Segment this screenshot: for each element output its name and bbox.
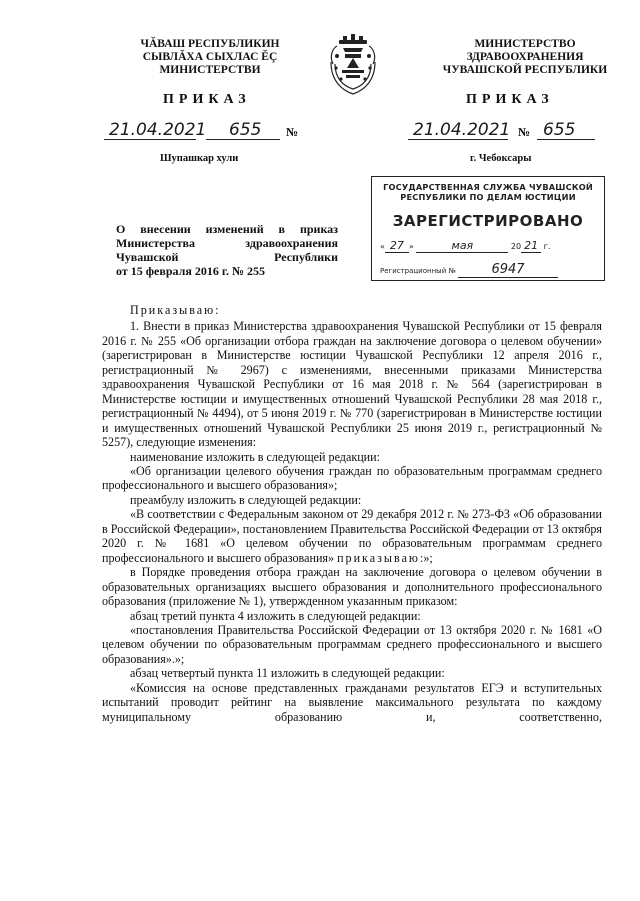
body-paragraph: «Об организации целевого обучения граждан по образовательным программам среднего профессионального и высшего образования»; <box>102 463 602 493</box>
right-date-underline <box>408 139 508 140</box>
left-city: Шупашкар хули <box>160 153 239 164</box>
right-order-date: 21.04.2021 <box>413 120 511 140</box>
right-ministry-name <box>440 38 610 77</box>
body-paragraph: 1. Внести в приказ Министерства здравоохранения Чувашской Республики от 15 февраля 2016 г. № 255 «Об организации отбора граждан на заключение договора о целевом обучении» (зарегистрирован в Министерстве юстиции Чувашской Республики 12 апреля 2016 г., регистрационный № 2967) с изменениями, внесенными приказами Министерства здравоохранения Чувашской Республики от 16 мая 2018 г. № 564 (зарегистрирован в Министерстве юстиции и имущественных отношений Чувашской Республики 28 мая 2018 г., регистрационный № 4494), от 5 июня 2019 г. № 770 (зарегистрирован в Министерстве юстиции и имущественных отношений Чувашской Республики 25 июня 2019 г., регистрационный № 5257), следующие изменения: <box>102 319 602 450</box>
body-paragraph: наименование изложить в следующей редакции: <box>130 449 380 464</box>
stamp-registered: ЗАРЕГИСТРИРОВАНО <box>392 212 584 230</box>
body-paragraph <box>102 507 602 565</box>
stamp-reg-label: Регистрационный № <box>380 267 456 275</box>
left-ministry-line: СЫВЛĂХА СЫХЛАС ĔÇ <box>142 51 278 63</box>
right-number-sign: № <box>518 125 531 139</box>
subject-line: Министерства здравоохранения <box>116 236 338 250</box>
body-paragraph: «постановления Правительства Российской Федерации от 13 октября 2020 г. № 1681 «О целевом обучении по образовательным программам среднего профессионального и высшего образования».»; <box>102 622 602 666</box>
stamp-reg-number: 6947 <box>458 262 558 278</box>
stamp-year-suffix: 21 <box>521 239 541 253</box>
stamp-org <box>372 182 604 202</box>
body-paragraph: абзац четвертый пункта 11 изложить в следующей редакции: <box>130 666 445 681</box>
body-paragraph: «Комиссия на основе представленных гражданами результатов ЕГЭ и вступительных испытаний проводит рейтинг на выявление максимального результата по каждому муниципальному образованию и, соответственно, <box>102 680 602 724</box>
left-order-number: 655 <box>229 120 262 140</box>
body-text-spaced: приказываю <box>337 550 420 565</box>
right-ministry-line: ЗДРАВООХРАНЕНИЯ <box>466 51 584 63</box>
right-ministry-line: ЧУВАШСКОЙ РЕСПУБЛИКИ <box>442 64 608 76</box>
body-paragraph: преамбулу изложить в следующей редакции: <box>130 492 362 507</box>
left-order-date: 21.04.2021 <box>109 120 207 140</box>
stamp-org-line: РЕСПУБЛИКИ ПО ДЕЛАМ ЮСТИЦИИ <box>400 192 576 202</box>
right-ministry-line: МИНИСТЕРСТВО <box>474 38 576 50</box>
left-order-title: ПРИКАЗ <box>163 92 251 107</box>
right-order-number: 655 <box>543 120 576 140</box>
coat-of-arms-icon <box>325 34 381 98</box>
subject-line: от 15 февраля 2016 г. № 255 <box>116 264 266 278</box>
stamp-year-prefix: 20 <box>510 242 522 251</box>
left-ministry-line: ЧĂВАШ РЕСПУБЛИКИН <box>140 38 280 50</box>
stamp-org-line: ГОСУДАРСТВЕННАЯ СЛУЖБА ЧУВАШСКОЙ <box>383 182 593 192</box>
subject-line: О внесении изменений в приказ <box>116 222 338 236</box>
body-paragraph: в Порядке проведения отбора граждан на заключение договора о целевом обучении в образовательных организациях высшего образования и дополнительного профессионального образования (приложение № 1), утвержденном указанным приказом: <box>102 565 602 609</box>
body-text: :»; <box>419 550 433 565</box>
order-body <box>102 303 602 724</box>
left-date-underline <box>104 139 196 140</box>
subject-line: Чувашской Республики <box>116 250 338 264</box>
right-city: г. Чебоксары <box>470 153 532 164</box>
body-paragraph: Приказываю: <box>130 303 221 317</box>
registration-stamp <box>371 176 605 281</box>
stamp-number-row <box>372 262 604 278</box>
stamp-date-row: « 27 » мая 20 21 г. <box>380 239 551 252</box>
stamp-month: мая <box>416 239 508 253</box>
left-ministry-line: МИНИСТЕРСТВИ <box>159 64 261 76</box>
body-text: «В соответствии с Федеральным законом от 29 декабря 2012 г. № 273-ФЗ «Об образовании в Российской Федерации», постановлением Правительства Российской Федерации от 13 октября 2020 г. № 1681 «О целевом обучении по образовательным программам среднего профессионального и высшего образования» <box>102 507 602 565</box>
left-number-underline <box>206 139 280 140</box>
order-subject <box>116 222 338 278</box>
right-order-title: ПРИКАЗ <box>466 92 554 107</box>
left-number-sign: № <box>286 125 299 139</box>
left-ministry-name <box>120 38 300 77</box>
right-number-underline <box>537 139 595 140</box>
stamp-day: 27 <box>385 239 409 253</box>
body-paragraph: абзац третий пункта 4 изложить в следующей редакции: <box>130 608 421 623</box>
